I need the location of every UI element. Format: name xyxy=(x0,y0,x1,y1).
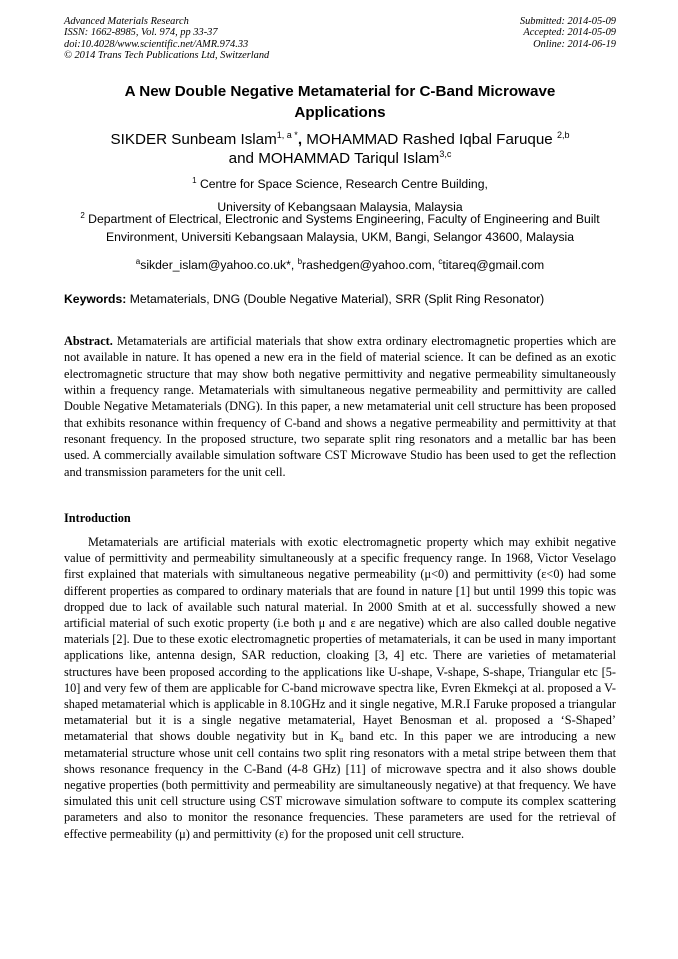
affiliation-2-text: Department of Electrical, Electronic and Systems Engineering, Faculty of Engineering and Built xyxy=(84,212,600,226)
abstract-label: Abstract. xyxy=(64,334,113,348)
affiliation-1-line-1 xyxy=(30,176,650,194)
affiliation-2-line-1 xyxy=(30,211,650,229)
introduction-subscript: u xyxy=(339,735,344,745)
section-heading-introduction: Introduction xyxy=(64,511,131,525)
author-1-affiliation-marker: 1, a * xyxy=(276,130,298,140)
keywords-text: Metamaterials, DNG (Double Negative Material), SRR (Split Ring Resonator) xyxy=(126,292,545,306)
author-separator: , xyxy=(297,131,307,148)
author-list xyxy=(40,131,640,168)
title-line-2: Applications xyxy=(294,104,386,121)
introduction-paragraph xyxy=(64,534,616,842)
title-line-1: A New Double Negative Metamaterial for C-Band Microwave xyxy=(124,83,556,100)
affiliation-1 xyxy=(30,176,650,216)
email-b: rashedgen@yahoo.com, xyxy=(302,258,439,272)
introduction-text-part-1: Metamaterials are artificial materials with exotic electromagnetic property which may exhibit negative value of permittivity and permeability simultaneously at a specific frequency range. In 1968, Victor Veselago first explained that materials with simultaneous negative permeability (μ<0) and permittivity (ε<0) had some different properties as compared to ordinary materials that are found in nature [1] but until 1999 this topic was dropped due to lack of available such natural material. In 2000 Smith at et al. successfully showed a new artificial material of such exotic property (i.e both μ and ε are negative) which are also called double negative materials [2]. Due to these exotic electromagnetic properties of metamaterials, it can be used in many important applications like, antenna design, SAR reduction, cloaking [3, 4] etc. There are varieties of metamaterial structures have been proposed according to the applications like U-shape, V-shape, S-shape, Triangular etc [5-10] and very few of them are applicable for C-band microwave spectra like, Evren Ekmekçi at al. proposed a V-shaped metamaterial which is applicable in 8.10GHz and it single negative, M.R.I Faruke proposed a triangular metamaterial but it is a single negative metamaterial, Hayet Benosman et al. proposed a ‘S-Shaped’ metamaterial that shows double negativity but in K xyxy=(64,535,616,744)
author-3-name: MOHAMMAD Tariqul Islam xyxy=(258,149,440,167)
email-a-marker: a xyxy=(135,257,141,266)
journal-doi: doi:10.4028/www.scientific.net/AMR.974.33 xyxy=(64,38,249,50)
submission-dates xyxy=(520,16,616,50)
affiliation-2 xyxy=(30,211,650,246)
affiliation-1-marker: 1 xyxy=(192,176,197,185)
author-line-1 xyxy=(40,131,640,150)
affiliation-2-line-2: Environment, Universiti Kebangsaan Malaysia, UKM, Bangi, Selangor 43600, Malaysia xyxy=(105,229,575,244)
online-date: Online: 2014-06-19 xyxy=(533,38,616,50)
author-3-affiliation-marker: 3,c xyxy=(439,148,452,159)
accepted-date: Accepted: 2014-05-09 xyxy=(523,27,616,39)
author-2-name: MOHAMMAD Rashed Iqbal Faruque xyxy=(306,131,553,148)
abstract xyxy=(64,333,616,480)
author-1-name: SIKDER Sunbeam Islam xyxy=(110,131,277,148)
author-line-2 xyxy=(40,150,640,169)
introduction-text-part-2: band etc. In this paper we are introducing a new metamaterial structure whose unit cell contains two split ring resonators with a metal stripe between them that shows resonance frequency in the C-Band (4-8 GHz) [11] of microwave spectra and it also shows double negative properties (both permittivity and permeability are simultaneously negative) at that frequency. We have simulated this unit cell structure using CST microwave simulation software to compute its complex scattering parameters and also to monitor the resonance frequencies. These parameters are used for the retrieval of effective permeability (μ) and permittivity (ε) for the proposed unit cell structure. xyxy=(64,729,616,841)
affiliation-1-text: Centre for Space Science, Research Centre Building, xyxy=(196,177,488,191)
author-and: and xyxy=(228,149,259,167)
journal-copyright: © 2014 Trans Tech Publications Ltd, Switzerland xyxy=(64,49,270,61)
email-b-marker: b xyxy=(297,257,303,266)
affiliation-1-line-2: University of Kebangsaan Malaysia, Malaysia xyxy=(217,199,463,214)
email-c-marker: c xyxy=(438,257,443,266)
author-emails xyxy=(40,258,640,273)
journal-info xyxy=(64,16,269,61)
journal-name: Advanced Materials Research xyxy=(64,16,189,27)
affiliation-2-marker: 2 xyxy=(80,211,85,220)
author-2-affiliation-marker: 2,b xyxy=(556,130,570,140)
paper-title xyxy=(64,81,616,123)
email-a: sikder_islam@yahoo.co.uk*, xyxy=(140,258,298,272)
keywords xyxy=(64,291,624,307)
keywords-label: Keywords: xyxy=(64,292,127,306)
submitted-date: Submitted: 2014-05-09 xyxy=(519,16,616,27)
email-c: titareq@gmail.com xyxy=(442,258,545,272)
journal-issn: ISSN: 1662-8985, Vol. 974, pp 33-37 xyxy=(64,27,218,39)
abstract-text: Metamaterials are artificial materials that show extra ordinary electromagnetic properties which are not available in nature. It has opened a new era in the field of material science. It can be defined as an exotic electromagnetic structure that may show both negative permittivity and negative permeability simultaneously within a frequency range. Metamaterials with simultaneous negative permeability and permittivity are called Double Negative Metamaterials (DNG). In this paper, a new metamaterial unit cell structure has been proposed that exhibits resonance within frequency of C-band and shows a negative permeability and permittivity at that resonant frequency. In the proposed structure, two separate split ring resonators and a metallic bar has been used. A commercially available simulation software CST Microwave Studio has been used to get the reflection and transmission parameters for the unit cell. xyxy=(64,334,616,479)
